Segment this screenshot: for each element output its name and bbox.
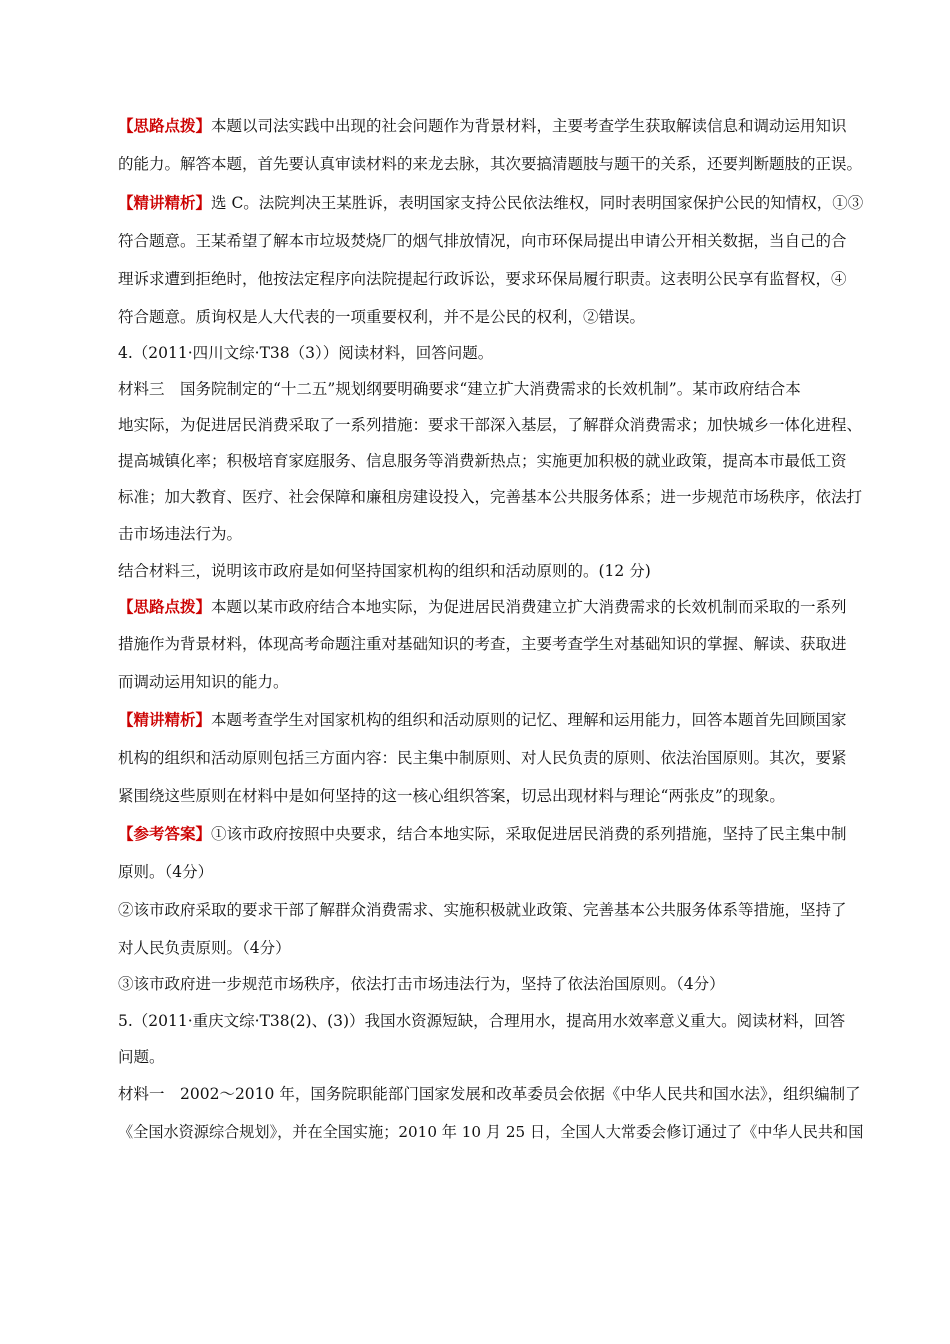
- line-text: 紧围绕这些原则在材料中是如何坚持的这一核心组织答案，切忌出现材料与理论“两张皮”的现象。: [118, 787, 785, 805]
- text-line: [118, 597, 864, 617]
- line-text: 《全国水资源综合规划》，并在全国实施；2010 年 10 月 25 日，全国人大常委会修订通过了《中华人民共和国: [118, 1123, 864, 1141]
- text-line: [118, 672, 864, 692]
- line-text: 击市场违法行为。: [118, 525, 243, 543]
- line-text: 的能力。解答本题，首先要认真审读材料的来龙去脉，其次要搞清题肢与题干的关系，还要判断题肢的正误。: [118, 155, 863, 173]
- text-line: [118, 748, 864, 768]
- text-line: [118, 974, 864, 994]
- line-text: 本题以某市政府结合本地实际，为促进居民消费建立扩大消费需求的长效机制而采取的一系列: [211, 598, 847, 616]
- line-text: 机构的组织和活动原则包括三方面内容：民主集中制原则、对人民负责的原则、依法治国原则。其次，要紧: [118, 749, 847, 767]
- line-text: ③该市政府进一步规范市场秩序，依法打击市场违法行为，坚持了依法治国原则。（4分）: [118, 975, 725, 993]
- text-line: [118, 487, 864, 507]
- text-line: [118, 451, 864, 471]
- text-line: [118, 634, 864, 654]
- text-line: [118, 938, 864, 958]
- line-text: 本题以司法实践中出现的社会问题作为背景材料，主要考查学生获取解读信息和调动运用知识: [211, 117, 847, 135]
- text-line: [118, 524, 864, 544]
- text-line: [118, 862, 864, 882]
- line-text: 措施作为背景材料，体现高考命题注重对基础知识的考查，主要考查学生对基础知识的掌握、解读、获取进: [118, 635, 847, 653]
- text-line: [118, 1011, 864, 1031]
- text-line: [118, 307, 864, 327]
- text-line: [118, 231, 864, 251]
- section-tag: 【思路点拨】: [118, 116, 212, 135]
- line-text: 理诉求遭到拒绝时，他按法定程序向法院提起行政诉讼，要求环保局履行职责。这表明公民享有监督权，④: [118, 270, 847, 288]
- line-text: 问题。: [118, 1048, 165, 1066]
- line-text: 本题考查学生对国家机构的组织和活动原则的记忆、理解和运用能力，回答本题首先回顾国家: [211, 711, 847, 729]
- text-line: [118, 415, 864, 435]
- text-line: [118, 710, 864, 730]
- line-text: 材料一 2002～2010 年，国务院职能部门国家发展和改革委员会依据《中华人民共和国水法》，组织编制了: [118, 1085, 861, 1103]
- line-text: 选 C。法院判决王某胜诉，表明国家支持公民依法维权，同时表明国家保护公民的知情权，①③: [211, 194, 864, 212]
- line-text: 材料三 国务院制定的“十二五”规划纲要明确要求“建立扩大消费需求的长效机制”。某市政府结合本: [118, 380, 801, 398]
- line-text: 地实际，为促进居民消费采取了一系列措施：要求干部深入基层，了解群众消费需求；加快城乡一体化进程、: [118, 416, 863, 434]
- text-line: [118, 1084, 864, 1104]
- section-tag: 【思路点拨】: [118, 597, 212, 616]
- line-text: 结合材料三，说明该市政府是如何坚持国家机构的组织和活动原则的。(12 分): [118, 562, 651, 580]
- line-text: 而调动运用知识的能力。: [118, 673, 289, 691]
- text-line: [118, 786, 864, 806]
- line-text: ①该市政府按照中央要求，结合本地实际，采取促进居民消费的系列措施，坚持了民主集中制: [211, 825, 847, 843]
- line-text: 符合题意。质询权是人大代表的一项重要权利，并不是公民的权利，②错误。: [118, 308, 646, 326]
- text-line: [118, 116, 864, 136]
- text-line: [118, 343, 864, 363]
- text-line: [118, 900, 864, 920]
- section-tag: 【精讲精析】: [118, 193, 212, 212]
- line-text: 标准；加大教育、医疗、社会保障和廉租房建设投入，完善基本公共服务体系；进一步规范市场秩序，依法打: [118, 488, 863, 506]
- line-text: 原则。（4分）: [118, 863, 214, 881]
- line-text: 5.（2011·重庆文综·T38(2)、(3)）我国水资源短缺，合理用水，提高用水效率意义重大。阅读材料，回答: [118, 1012, 846, 1030]
- text-line: [118, 824, 864, 844]
- section-tag: 【参考答案】: [118, 824, 212, 843]
- text-line: [118, 1122, 864, 1142]
- text-line: [118, 193, 864, 213]
- line-text: 符合题意。王某希望了解本市垃圾焚烧厂的烟气排放情况，向市环保局提出申请公开相关数据，当自己的合: [118, 232, 847, 250]
- text-line: [118, 1047, 864, 1067]
- line-text: 4.（2011·四川文综·T38（3））阅读材料，回答问题。: [118, 344, 494, 362]
- line-text: 对人民负责原则。（4分）: [118, 939, 291, 957]
- text-line: [118, 379, 864, 399]
- section-tag: 【精讲精析】: [118, 710, 212, 729]
- text-line: [118, 154, 864, 174]
- line-text: 提高城镇化率；积极培育家庭服务、信息服务等消费新热点；实施更加积极的就业政策，提高本市最低工资: [118, 452, 847, 470]
- text-line: [118, 269, 864, 289]
- text-line: [118, 561, 864, 581]
- line-text: ②该市政府采取的要求干部了解群众消费需求、实施积极就业政策、完善基本公共服务体系等措施，坚持了: [118, 901, 847, 919]
